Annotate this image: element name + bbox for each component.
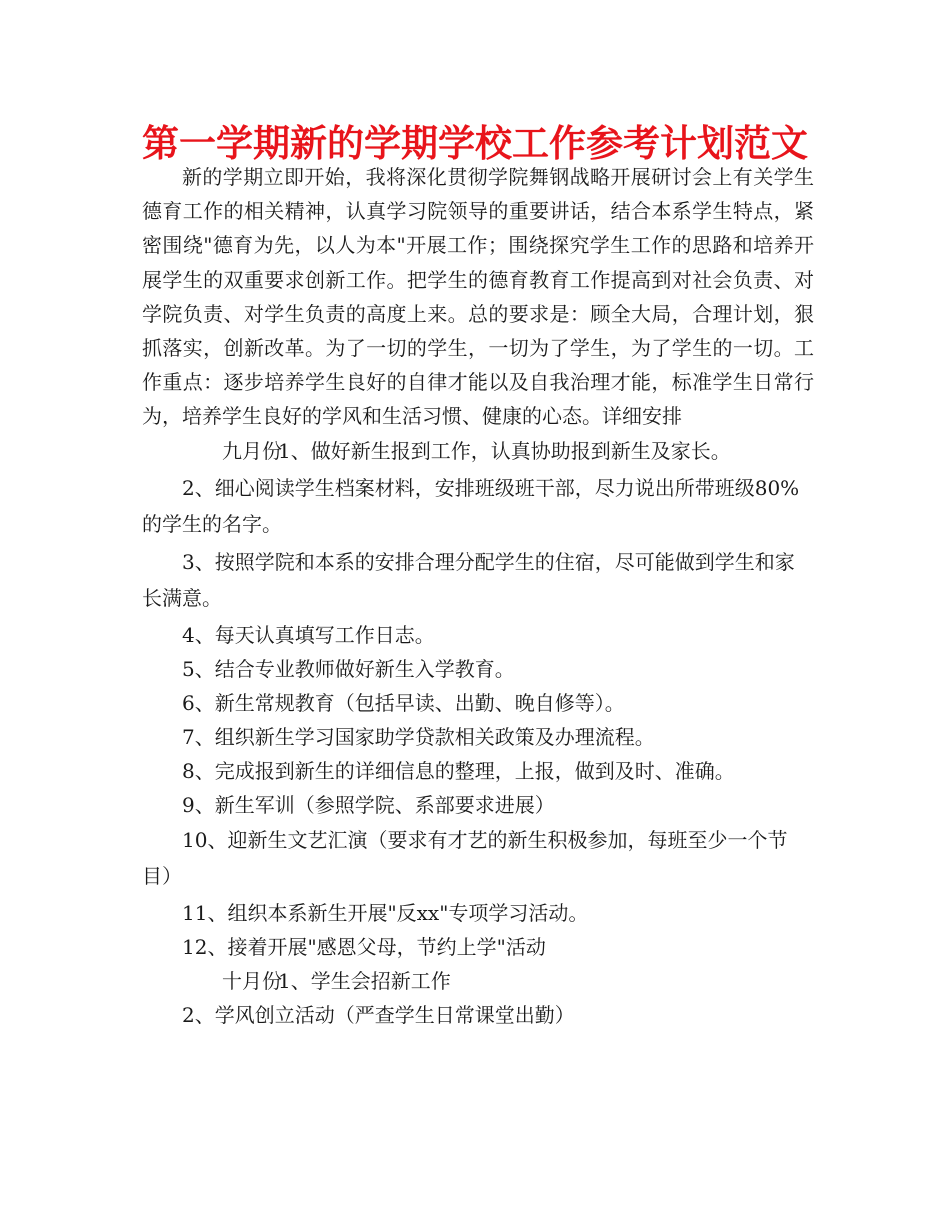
september-item-1: 1、做好新生报到工作，认真协助报到新生及家长。 — [278, 438, 731, 463]
september-item-8: 8、完成报到新生的详细信息的整理，上报，做到及时、准确。 — [182, 758, 735, 783]
september-item-3: 3、按照学院和本系的安排合理分配学生的住宿，尽可能做到学生和家长满意。 — [142, 549, 795, 610]
september-item-4: 4、每天认真填写工作日志。 — [182, 622, 435, 647]
document-body — [142, 160, 814, 1032]
document-title: 第一学期新的学期学校工作参考计划范文 — [142, 122, 808, 165]
september-label: 九月份 — [222, 438, 282, 463]
september-item-5: 5、结合专业教师做好新生入学教育。 — [182, 656, 515, 681]
october-label: 十月份 — [222, 968, 282, 993]
october-item-2: 2、学风创立活动（严查学生日常课堂出勤） — [182, 1002, 575, 1027]
september-item-2: 2、细心阅读学生档案材料，安排班级班干部，尽力说出所带班级80%的学生的名字。 — [142, 475, 800, 536]
october-item-1: 1、学生会招新工作 — [278, 968, 451, 993]
september-item-9: 9、新生军训（参照学院、系部要求进展） — [182, 792, 555, 817]
september-heading-line — [142, 434, 814, 468]
september-item-7: 7、组织新生学习国家助学贷款相关政策及办理流程。 — [182, 724, 655, 749]
intro-paragraph: 新的学期立即开始，我将深化贯彻学院舞钢战略开展研讨会上有关学生德育工作的相关精神，认真学习院领导的重要讲话，结合本系学生特点，紧密围绕"德育为先，以人为本"开展工作；围绕探究学生工作的思路和培养开展学生的双重要求创新工作。把学生的德育教育工作提高到对社会负责、对学院负责、对学生负责的高度上来。总的要求是：顾全大局，合理计划，狠抓落实，创新改革。为了一切的学生，一切为了学生，为了学生的一切。工作重点：逐步培养学生良好的自律才能以及自我治理才能，标准学生日常行为，培养学生良好的学风和生活习惯、健康的心态。详细安排 — [142, 165, 814, 429]
september-item-11: 11、组织本系新生开展"反xx"专项学习活动。 — [182, 900, 589, 925]
september-item-12: 12、接着开展"感恩父母，节约上学"活动 — [182, 934, 546, 959]
september-item-6: 6、新生常规教育（包括早读、出勤、晚自修等）。 — [182, 690, 625, 715]
october-heading-line — [142, 964, 814, 998]
september-item-10: 10、迎新生文艺汇演（要求有才艺的新生积极参加，每班至少一个节目） — [142, 827, 788, 888]
